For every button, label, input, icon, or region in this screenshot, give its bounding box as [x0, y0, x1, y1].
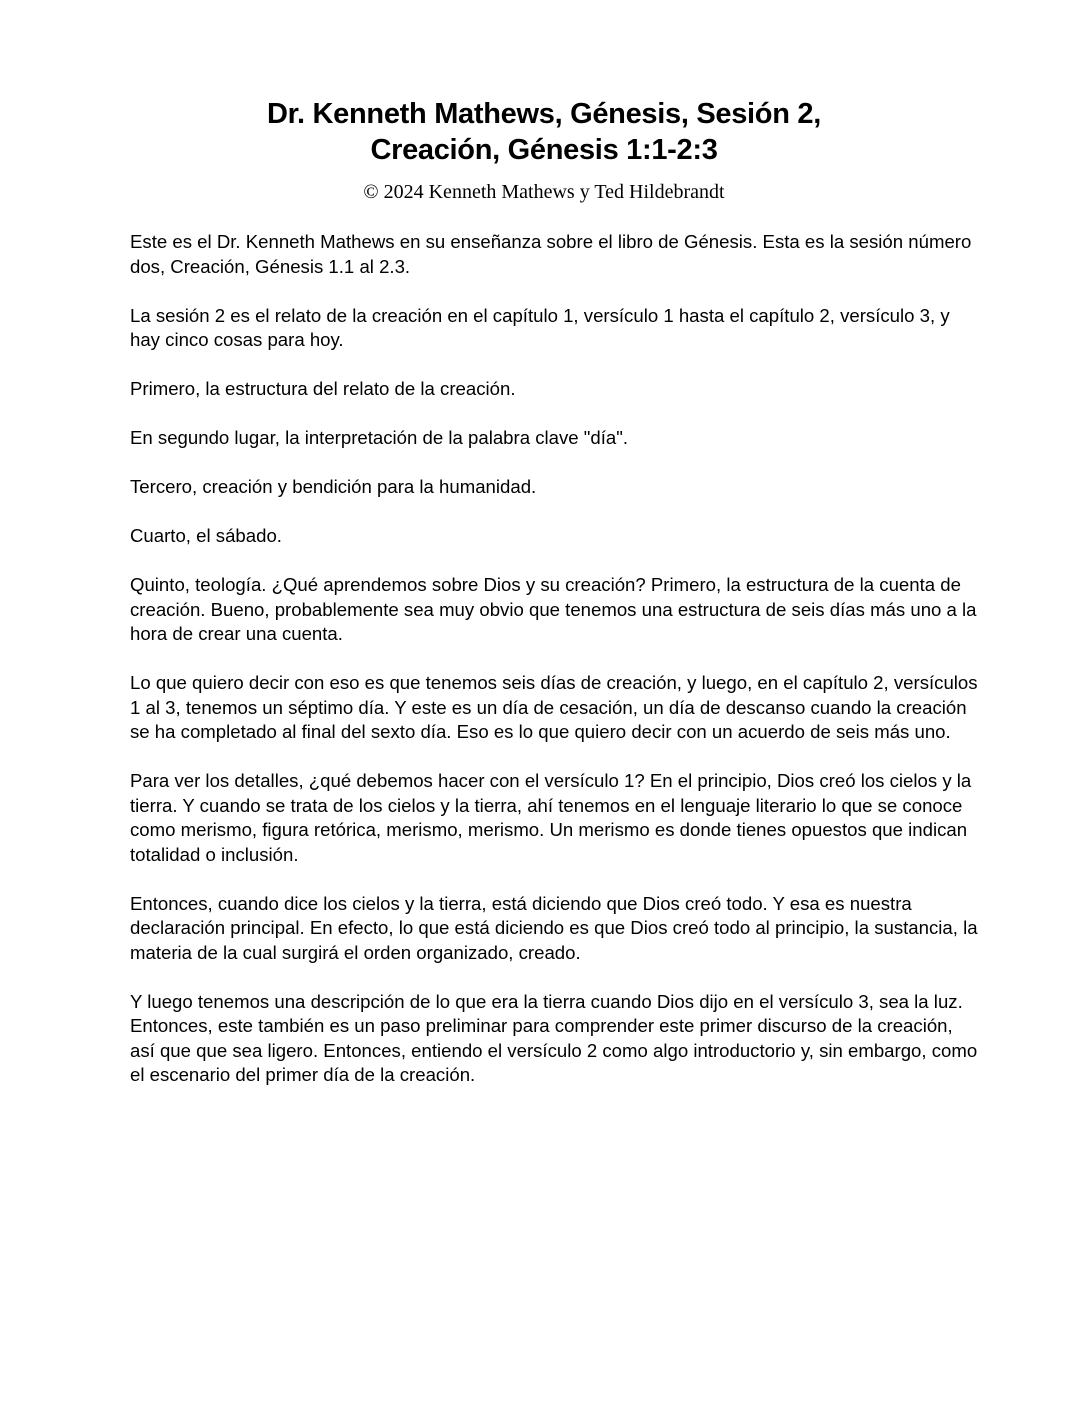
- paragraph: Cuarto, el sábado.: [130, 525, 282, 546]
- paragraph: Lo que quiero decir con eso es que tenemos seis días de creación, y luego, en el capítulo 2, versículos 1 al 3, tenemos un séptimo día. Y este es un día de cesación, un día de descanso cuando la creación se ha completado al final del sexto día. Eso es lo que quiero decir con un acuerdo de seis más uno.: [130, 672, 978, 742]
- paragraph: Para ver los detalles, ¿qué debemos hacer con el versículo 1? En el principio, Dios creó los cielos y la tierra. Y cuando se trata de los cielos y la tierra, ahí tenemos en el lenguaje literario lo que se conoce como merismo, figura retórica, merismo, merismo. Un merismo es donde tienes opuestos que indican totalidad o inclusión.: [130, 770, 972, 865]
- paragraph: En segundo lugar, la interpretación de la palabra clave "día".: [130, 427, 628, 448]
- paragraph: Y luego tenemos una descripción de lo que era la tierra cuando Dios dijo en el versículo 3, sea la luz. Entonces, este también es un paso preliminar para comprender este primer discurso de la creación, así que que sea ligero. Entonces, entiendo el versículo 2 como algo introductorio y, sin embargo, como el escenario del primer día de la creación.: [130, 990, 978, 1085]
- page-title: [0, 96, 1088, 168]
- paragraph: La sesión 2 es el relato de la creación en el capítulo 1, versículo 1 hasta el capítulo 2, versículo 3, y hay cinco cosas para hoy.: [130, 304, 950, 350]
- page-title-line-2: Creación, Génesis 1:1-2:3: [370, 134, 718, 166]
- paragraph: Entonces, cuando dice los cielos y la tierra, está diciendo que Dios creó todo. Y esa es nuestra declaración principal. En efecto, lo que está diciendo es que Dios creó todo al principio, la sustancia, la materia de la cual surgirá el orden organizado, creado.: [130, 892, 978, 963]
- page-title-line-1: Dr. Kenneth Mathews, Génesis, Sesión 2,: [267, 98, 821, 130]
- copyright-line: © 2024 Kenneth Mathews y Ted Hildebrandt: [363, 181, 725, 203]
- paragraph: Este es el Dr. Kenneth Mathews en su enseñanza sobre el libro de Génesis. Esta es la sesión número dos, Creación, Génesis 1.1 al 2.3.: [130, 231, 972, 277]
- document-body: [130, 230, 980, 1112]
- paragraph: Quinto, teología. ¿Qué aprendemos sobre Dios y su creación? Primero, la estructura de la cuenta de creación. Bueno, probablemente sea muy obvio que tenemos una estructura de seis días más uno a la hora de crear una cuenta.: [130, 574, 977, 644]
- paragraph: Primero, la estructura del relato de la creación.: [130, 378, 516, 399]
- paragraph: Tercero, creación y bendición para la humanidad.: [130, 476, 537, 497]
